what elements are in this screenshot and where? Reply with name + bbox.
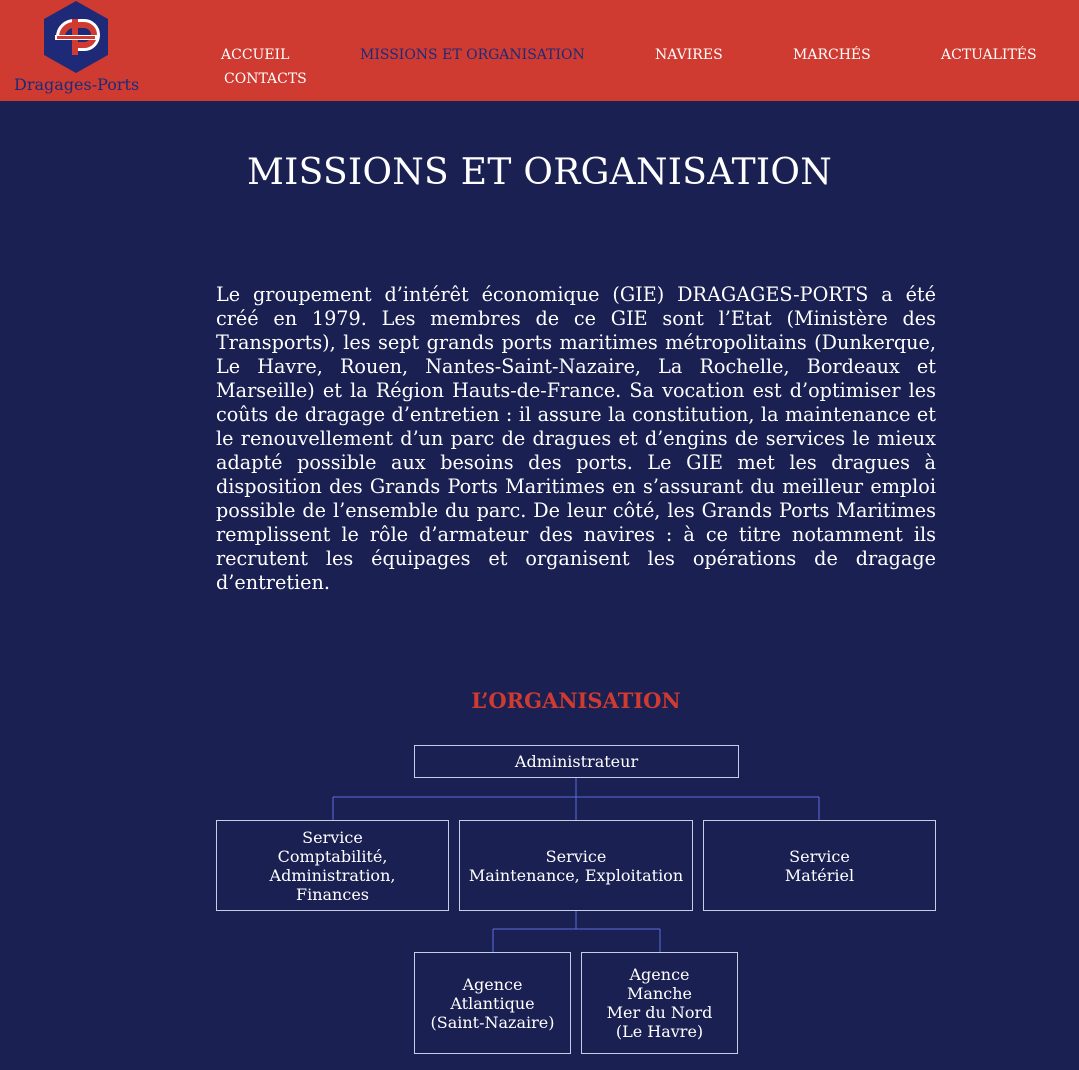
nav-missions-organisation[interactable]: MISSIONS ET ORGANISATION: [360, 47, 585, 63]
nav-contacts[interactable]: CONTACTS: [224, 71, 307, 87]
org-box-agence-atlantique: Agence Atlantique (Saint-Nazaire): [414, 952, 571, 1054]
org-box-administrateur: Administrateur: [414, 745, 739, 778]
org-box-service-maintenance: Service Maintenance, Exploitation: [459, 820, 693, 911]
nav-navires[interactable]: NAVIRES: [655, 47, 723, 63]
page-title: MISSIONS ET ORGANISATION: [246, 152, 833, 193]
org-box-service-materiel: Service Matériel: [703, 820, 936, 911]
nav-marches[interactable]: MARCHÉS: [793, 47, 871, 63]
org-box-service-comptabilite: Service Comptabilité, Administration, Finances: [216, 820, 449, 911]
nav-actualites[interactable]: ACTUALITÉS: [941, 47, 1037, 63]
logo-text: Dragages-Ports: [14, 75, 140, 94]
intro-paragraph: Le groupement d’intérêt économique (GIE) DRAGAGES-PORTS a été créé en 1979. Les membres de ce GIE sont l’Etat (Ministère des Transports), les sept grands ports maritimes métropolitains (Dunkerque, Le Havre, Rouen, Nantes-Saint-Nazaire, La Rochelle, Bordeaux et Marseille) et la Région Hauts-de-France. Sa vocation est d’optimiser les coûts de dragage d’entretien : il assure la constitution, la maintenance et le renouvellement d’un parc de dragues et d’engins de services le mieux adapté possible aux besoins des ports. Le GIE met les dragues à disposition des Grands Ports Maritimes en s’assurant du meilleur emploi possible de l’ensemble du parc. De leur côté, les Grands Ports Maritimes remplissent le rôle d’armateur des navires : à ce titre notamment ils recrutent les équipages et organisent les opérations de dragage d’entretien.: [216, 283, 936, 594]
organisation-heading: L’ORGANISATION: [471, 688, 681, 713]
org-box-agence-manche: Agence Manche Mer du Nord (Le Havre): [581, 952, 738, 1054]
nav-accueil[interactable]: ACCUEIL: [221, 47, 290, 63]
